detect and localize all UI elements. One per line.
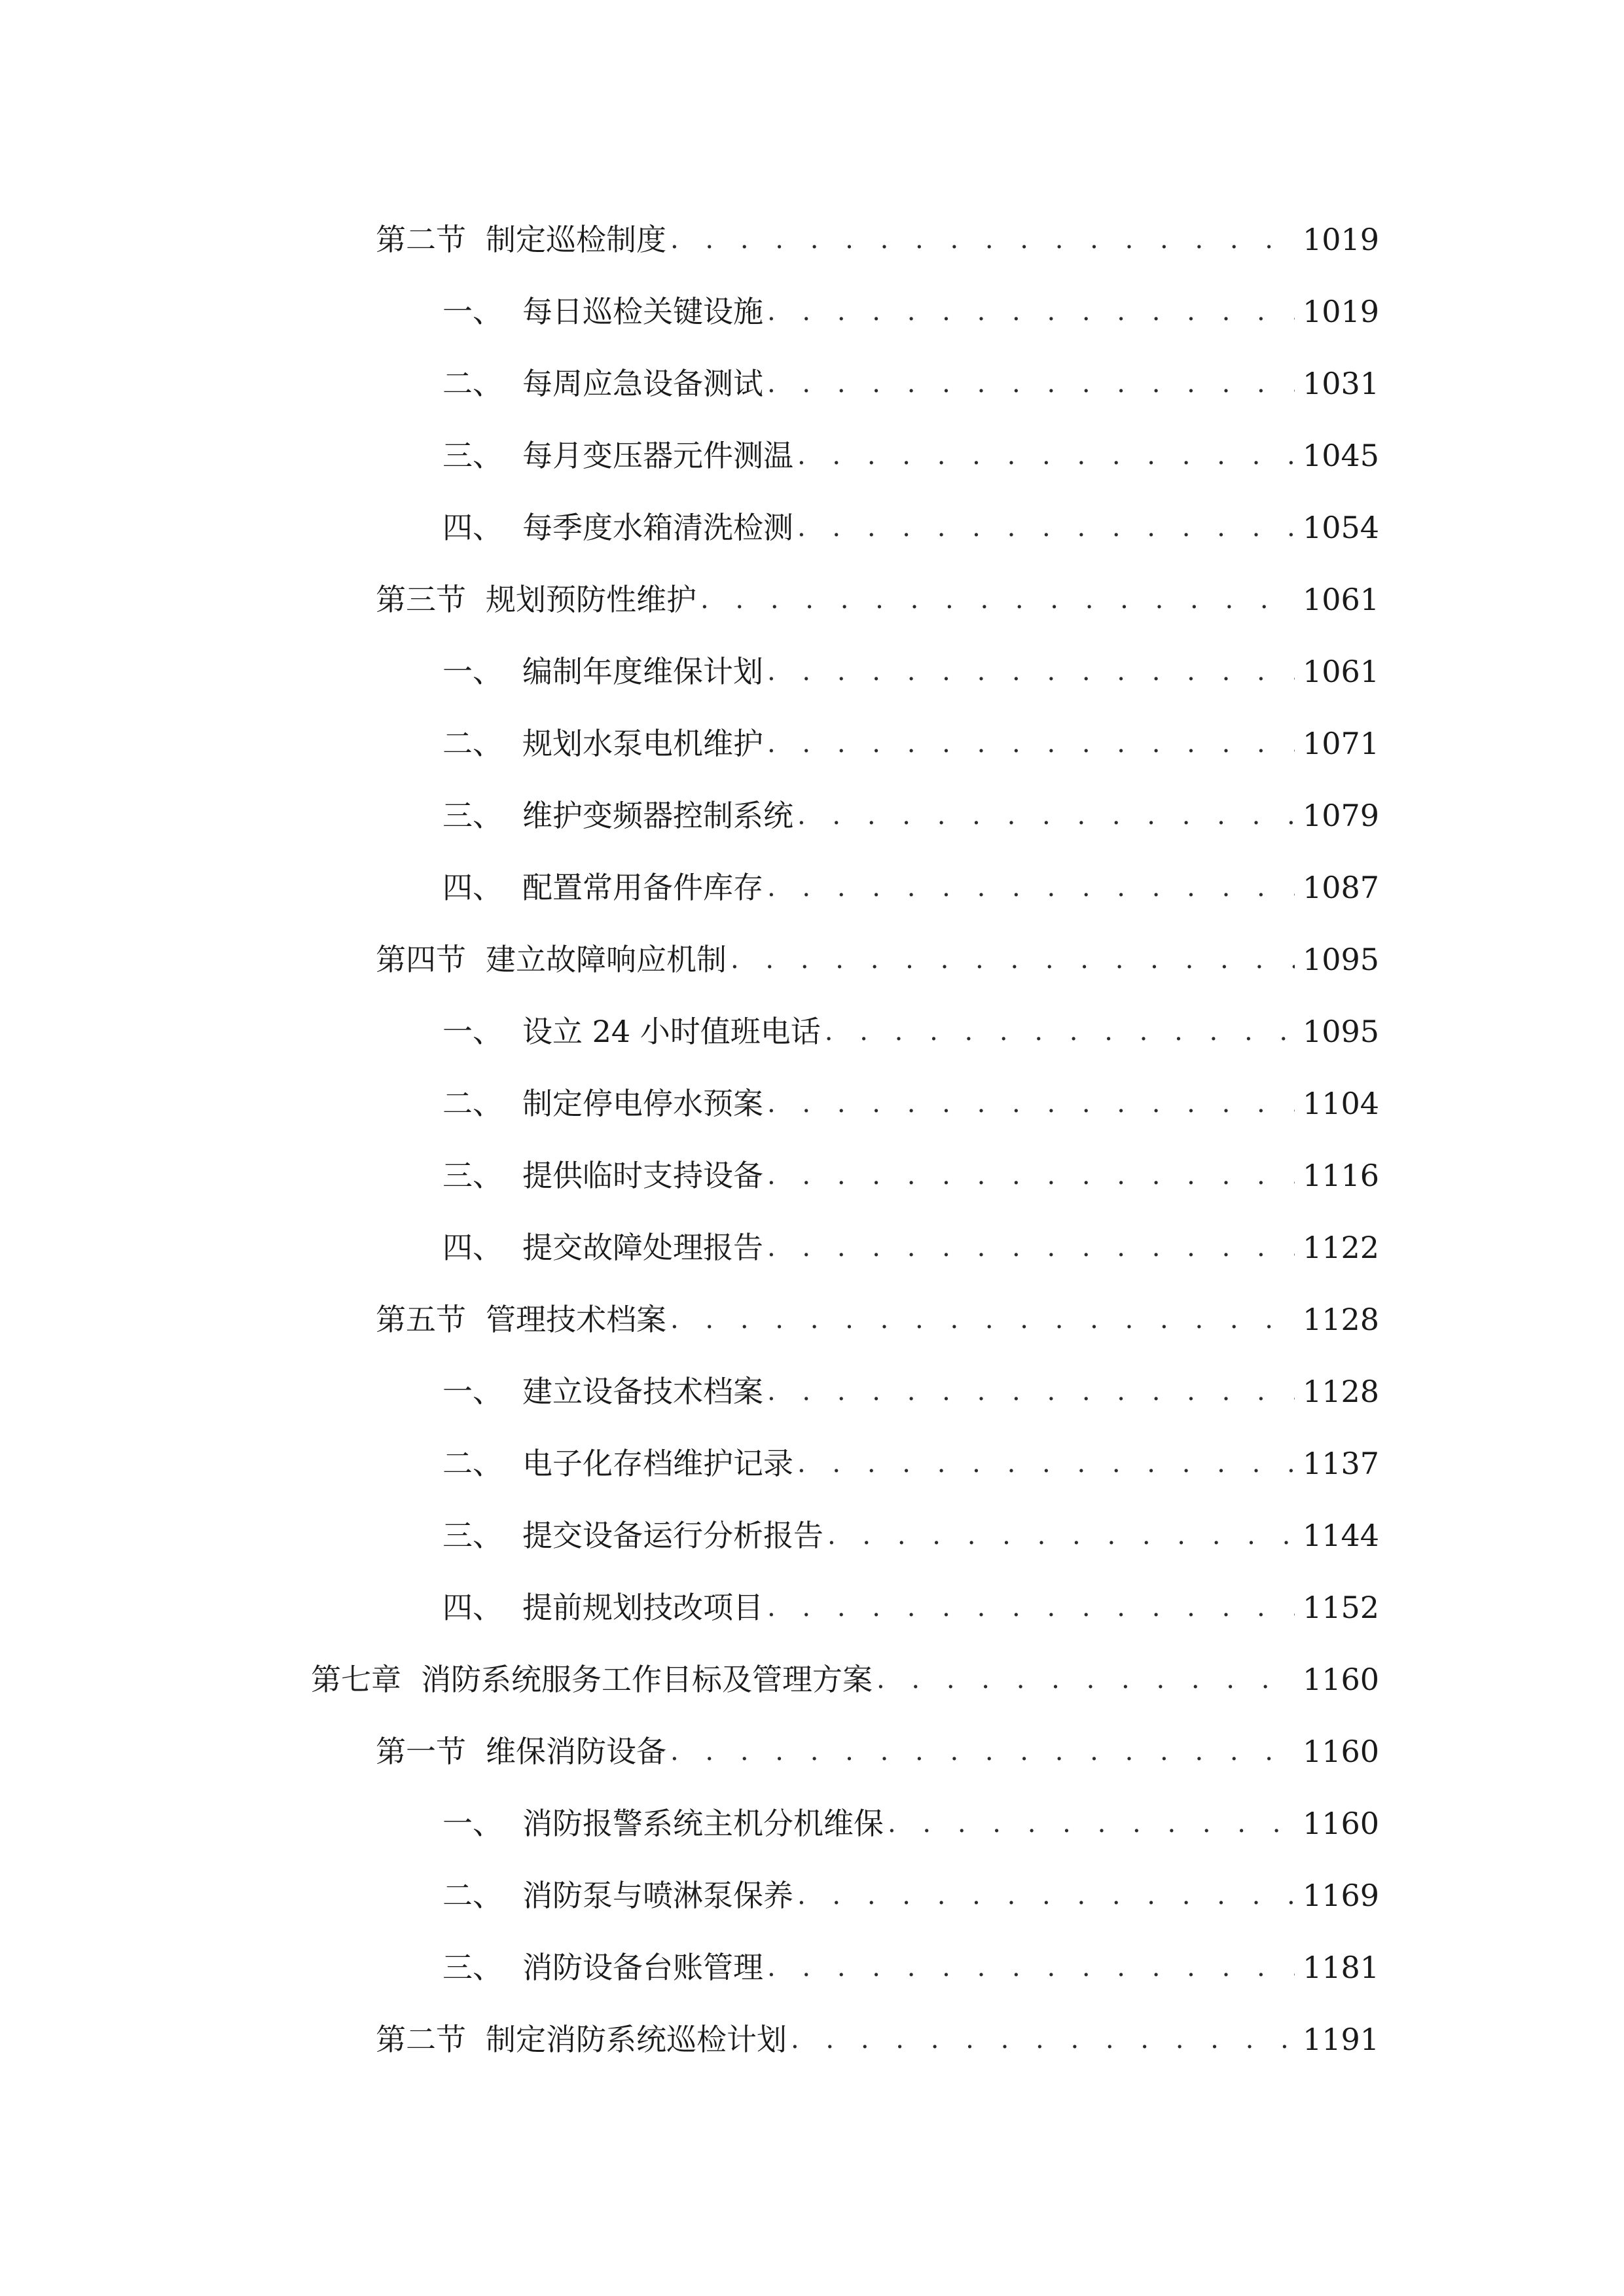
toc-entry-number: 第一节 <box>376 1734 466 1769</box>
toc-entry[interactable] <box>0 492 1624 564</box>
toc-dot-leader <box>767 1162 1295 1189</box>
toc-entry-number: 二、 <box>442 1878 503 1913</box>
toc-entry-number: 三、 <box>442 1950 503 1985</box>
toc-entry[interactable] <box>0 1139 1624 1211</box>
toc-entry-page-number: 1071 <box>1303 726 1380 761</box>
toc-dot-leader <box>670 1306 1295 1333</box>
toc-entry-title: 提供临时支持设备 <box>522 1158 763 1193</box>
toc-entry-page-number: 1061 <box>1303 582 1380 617</box>
toc-entry-page-number: 1128 <box>1303 1374 1380 1409</box>
toc-dot-leader <box>670 1738 1295 1765</box>
toc-entry-page-number: 1045 <box>1303 438 1380 473</box>
toc-entry-number: 四、 <box>442 1230 503 1265</box>
toc-dot-leader <box>767 874 1295 901</box>
toc-entry[interactable] <box>0 780 1624 852</box>
toc-entry-title: 制定停电停水预案 <box>522 1086 763 1121</box>
toc-entry[interactable] <box>0 1067 1624 1139</box>
toc-entry-title: 设立 24 小时值班电话 <box>522 1014 821 1049</box>
toc-entry[interactable] <box>0 2003 1624 2075</box>
toc-dot-leader <box>827 1522 1295 1549</box>
toc-dot-leader <box>767 730 1295 757</box>
toc-entry-title: 每日巡检关键设施 <box>522 294 763 329</box>
toc-entry-number: 三、 <box>442 798 503 833</box>
toc-entry[interactable] <box>0 708 1624 780</box>
toc-entry[interactable] <box>0 1571 1624 1643</box>
toc-entry-number: 一、 <box>442 1374 503 1409</box>
toc-entry-page-number: 1116 <box>1303 1158 1380 1193</box>
toc-entry-number: 一、 <box>442 654 503 689</box>
toc-entry-title: 规划水泵电机维护 <box>522 726 763 761</box>
toc-dot-leader <box>731 946 1295 973</box>
toc-entry-number: 三、 <box>442 1158 503 1193</box>
toc-entry-title: 建立故障响应机制 <box>486 942 727 977</box>
toc-entry[interactable] <box>0 924 1624 996</box>
toc-entry-number: 三、 <box>442 1518 503 1553</box>
toc-entry-title: 消防设备台账管理 <box>522 1950 763 1985</box>
toc-entry-number: 第五节 <box>376 1302 466 1337</box>
toc-dot-leader <box>767 1594 1295 1621</box>
toc-entry-title: 维保消防设备 <box>486 1734 666 1769</box>
toc-entry-title: 规划预防性维护 <box>486 582 696 617</box>
toc-entry-title: 维护变频器控制系统 <box>522 798 793 833</box>
toc-entry[interactable] <box>0 1283 1624 1355</box>
toc-entry-number: 一、 <box>442 294 503 329</box>
toc-entry-page-number: 1160 <box>1303 1662 1380 1697</box>
toc-entry-page-number: 1087 <box>1303 870 1380 905</box>
toc-entry-title: 每月变压器元件测温 <box>522 438 793 473</box>
toc-entry-page-number: 1191 <box>1303 2022 1380 2057</box>
toc-entry-title: 每季度水箱清洗检测 <box>522 510 793 545</box>
toc-entry-page-number: 1181 <box>1303 1950 1380 1985</box>
toc-dot-leader <box>888 1810 1295 1837</box>
toc-entry-page-number: 1169 <box>1303 1878 1380 1913</box>
toc-entry-title: 提交故障处理报告 <box>522 1230 763 1265</box>
toc-entry-title: 消防系统服务工作目标及管理方案 <box>421 1662 873 1697</box>
toc-dot-leader <box>797 1450 1295 1477</box>
toc-dot-leader <box>825 1018 1295 1045</box>
toc-entry-page-number: 1019 <box>1303 222 1380 257</box>
toc-entry-title: 消防报警系统主机分机维保 <box>522 1806 884 1841</box>
toc-entry[interactable] <box>0 1355 1624 1427</box>
toc-entry-number: 第三节 <box>376 582 466 617</box>
toc-entry-page-number: 1095 <box>1303 1014 1380 1049</box>
toc-entry-page-number: 1095 <box>1303 942 1380 977</box>
toc-entry-number: 四、 <box>442 1590 503 1625</box>
toc-dot-leader <box>797 1882 1295 1909</box>
toc-entry-page-number: 1128 <box>1303 1302 1380 1337</box>
toc-entry-number: 二、 <box>442 1086 503 1121</box>
toc-entry-number: 第七章 <box>311 1662 401 1697</box>
toc-entry-number: 一、 <box>442 1014 503 1049</box>
toc-dot-leader <box>767 1090 1295 1117</box>
toc-dot-leader <box>767 1378 1295 1405</box>
toc-entry[interactable] <box>0 1499 1624 1571</box>
toc-dot-leader <box>670 226 1295 253</box>
toc-entry[interactable] <box>0 996 1624 1067</box>
toc-entry[interactable] <box>0 1859 1624 1931</box>
toc-entry-page-number: 1054 <box>1303 510 1380 545</box>
toc-entry-title: 建立设备技术档案 <box>522 1374 763 1409</box>
toc-entry[interactable] <box>0 1787 1624 1859</box>
toc-entry-title: 编制年度维保计划 <box>522 654 763 689</box>
toc-entry-page-number: 1122 <box>1303 1230 1380 1265</box>
toc-entry-page-number: 1019 <box>1303 294 1380 329</box>
toc-entry[interactable] <box>0 1211 1624 1283</box>
toc-dot-leader <box>876 1666 1295 1693</box>
toc-entry-title: 制定消防系统巡检计划 <box>486 2022 787 2057</box>
toc-entry[interactable] <box>0 1715 1624 1787</box>
toc-dot-leader <box>767 658 1295 685</box>
toc-entry-number: 四、 <box>442 510 503 545</box>
toc-entry-number: 第二节 <box>376 222 466 257</box>
toc-entry-title: 管理技术档案 <box>486 1302 666 1337</box>
toc-dot-leader <box>797 442 1295 469</box>
toc-entry-title: 电子化存档维护记录 <box>522 1446 793 1481</box>
toc-entry[interactable] <box>0 564 1624 636</box>
toc-entry-page-number: 1160 <box>1303 1806 1380 1841</box>
toc-entry[interactable] <box>0 1931 1624 2003</box>
toc-entry-page-number: 1160 <box>1303 1734 1380 1769</box>
toc-dot-leader <box>767 1234 1295 1261</box>
toc-entry-number: 第四节 <box>376 942 466 977</box>
toc-entry-number: 三、 <box>442 438 503 473</box>
toc-entry-number: 二、 <box>442 726 503 761</box>
toc-entry-page-number: 1104 <box>1303 1086 1380 1121</box>
toc-entry[interactable] <box>0 1643 1624 1715</box>
toc-entry-title: 每周应急设备测试 <box>522 366 763 401</box>
toc-entry-title: 消防泵与喷淋泵保养 <box>522 1878 793 1913</box>
toc-dot-leader <box>767 370 1295 397</box>
toc-entry-page-number: 1137 <box>1303 1446 1380 1481</box>
toc-entry-number: 二、 <box>442 366 503 401</box>
toc-entry-title: 配置常用备件库存 <box>522 870 763 905</box>
toc-entry[interactable] <box>0 1427 1624 1499</box>
toc-entry-page-number: 1079 <box>1303 798 1380 833</box>
toc-dot-leader <box>700 586 1295 613</box>
toc-dot-leader <box>797 802 1295 829</box>
toc-entry[interactable] <box>0 276 1624 348</box>
toc-dot-leader <box>767 1954 1295 1981</box>
toc-entry[interactable] <box>0 852 1624 924</box>
table-of-contents <box>0 204 1624 2075</box>
toc-dot-leader <box>791 2026 1295 2053</box>
toc-entry[interactable] <box>0 420 1624 492</box>
toc-entry[interactable] <box>0 204 1624 276</box>
toc-entry-title: 制定巡检制度 <box>486 222 666 257</box>
toc-entry-number: 一、 <box>442 1806 503 1841</box>
toc-entry-page-number: 1152 <box>1303 1590 1380 1625</box>
toc-entry-page-number: 1144 <box>1303 1518 1380 1553</box>
toc-entry[interactable] <box>0 636 1624 708</box>
toc-entry-number: 第二节 <box>376 2022 466 2057</box>
toc-dot-leader <box>797 514 1295 541</box>
toc-entry-page-number: 1031 <box>1303 366 1380 401</box>
toc-entry-page-number: 1061 <box>1303 654 1380 689</box>
toc-dot-leader <box>767 298 1295 325</box>
toc-entry-title: 提交设备运行分析报告 <box>522 1518 823 1553</box>
toc-entry-number: 二、 <box>442 1446 503 1481</box>
toc-entry-number: 四、 <box>442 870 503 905</box>
toc-entry-title: 提前规划技改项目 <box>522 1590 763 1625</box>
toc-entry[interactable] <box>0 348 1624 420</box>
